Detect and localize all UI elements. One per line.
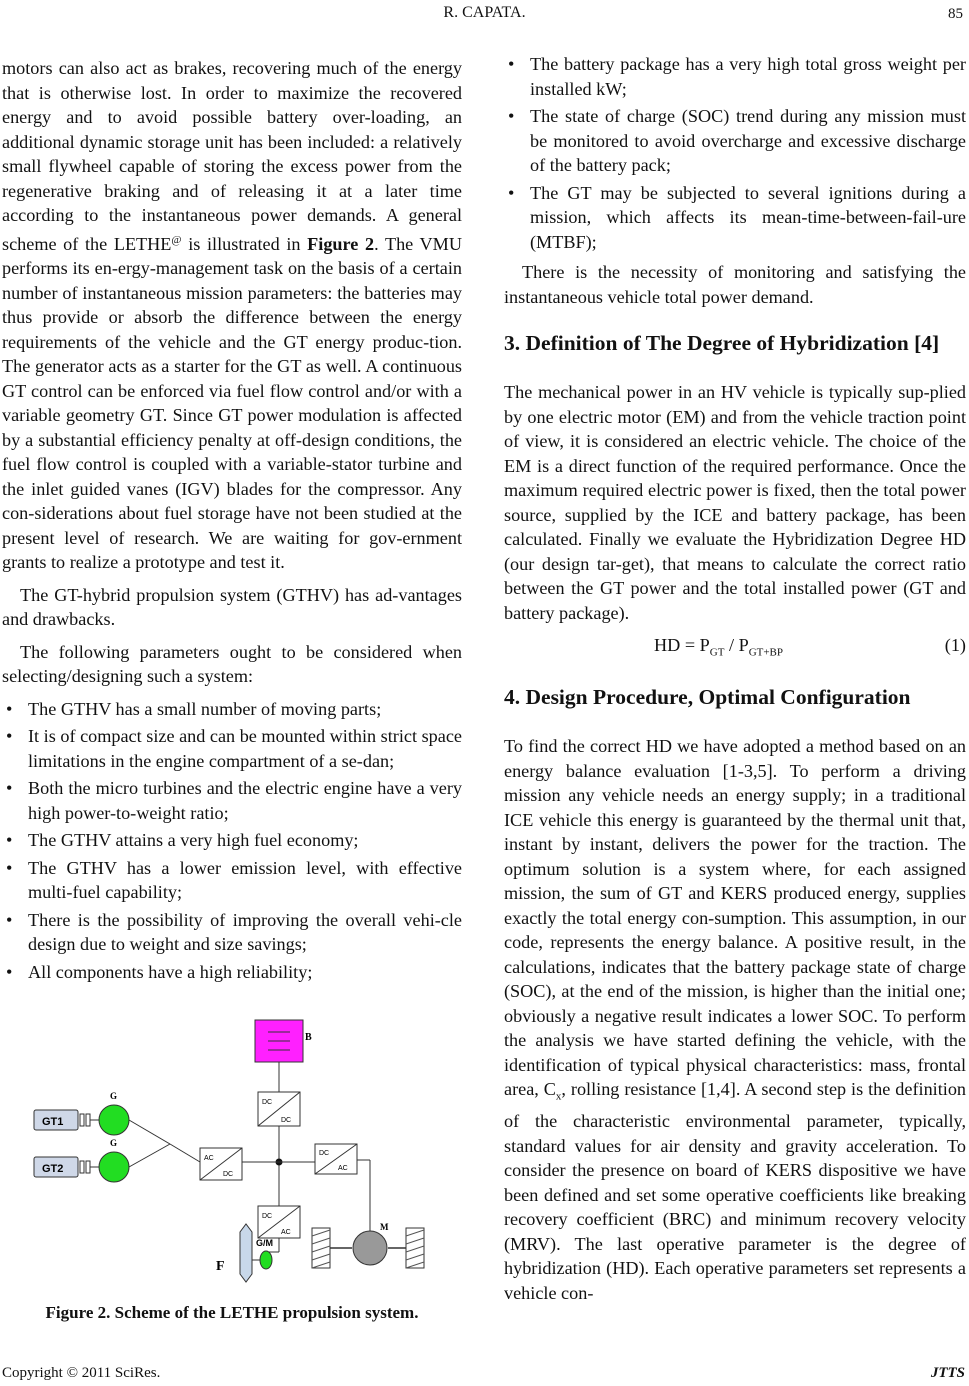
generator-1 [99,1105,129,1135]
svg-text:AC: AC [281,1229,291,1236]
paragraph: The GT-hybrid propulsion system (GTHV) has ad-vantages and drawbacks. [2,584,462,630]
svg-text:DC: DC [262,1213,273,1220]
svg-text:G/M: G/M [256,1238,273,1248]
equation-number: (1) [944,635,966,655]
svg-text:AC: AC [204,1155,214,1162]
paragraph: The mechanical power in an HV vehicle is typically sup-plied by one electric motor (EM) and from the vehicle traction point of view, it is considered an electric vehicle. The choice of the EM is a direct function of the required performance. Once the maximum required electric power is fixed, then the total power source, supplied by the ICE and battery package, has been calculated. Finally we evaluate the Hybridization Degree HD (our design tar-get), that means to calculate the correct ratio between the GT power and the total installed power (GT and battery package). [504,382,966,623]
svg-text:GT1: GT1 [42,1116,64,1128]
bullet-list [2,697,462,985]
svg-text:G: G [110,1091,118,1101]
journal-footer: JTTS [930,1365,965,1381]
list-item: • Both the micro turbines and the electric engine have a very high power-to-weight ratio; [2,776,462,825]
svg-text:AC: AC [338,1165,348,1172]
right-column [504,52,966,1313]
list-item: • All components have a high reliability; [2,960,462,985]
bullet-list [504,52,966,254]
paragraph: motors can also act as brakes, recovering much of the energy that is otherwise lost. In order to maximize the recovered energy and to avoid possible battery over-loading, an additional dynamic storage unit has been included: a relatively small flywheel capable of storing the excess power from the regenerative braking and of releasing it at a later time according to the instantaneous power demands. A general scheme of the LETHE@ is illustrated in Figure 2. The VMU performs its en-ergy-management task on the basis of a certain number of instantaneous mission parameters: the batteries may thus provide or absorb the difference between the energy requirements of the vehicle and the GT energy produc-tion. The generator acts as a starter for the GT as well. A continuous GT control can be enforced via fuel flow control and/or with a variable geometry GT. Since GT power modulation is affected by a substantial efficiency penalty at off-design conditions, the fuel flow control is coupled with a variable-stator turbine and the inlet guided vanes (IGV) blades for the compressor. Any con-siderations about fuel storage have not been studied at the present level of research. We are waiting for gov-ernment grants to realize a prototype and test it. [2,58,462,573]
svg-text:DC: DC [262,1099,273,1106]
svg-text:DC: DC [281,1117,292,1124]
wheel-left [312,1228,330,1268]
section-heading: 3. Definition of The Degree of Hybridization [4] [504,331,940,355]
battery-label: B [305,1032,312,1043]
generator-2 [99,1152,129,1182]
section-heading: 4. Design Procedure, Optimal Configuration [504,685,911,710]
svg-text:F: F [216,1259,225,1274]
list-item: • The state of charge (SOC) trend during any mission must be monitored to avoid overcharge and excessive discharge of the battery pack; [504,104,966,178]
list-item: • The GTHV has a small number of moving parts; [2,697,462,722]
left-column [2,56,462,990]
propulsion-scheme-diagram [30,1010,440,1290]
svg-text:G: G [110,1138,118,1148]
svg-text:DC: DC [223,1171,234,1178]
figure-reference[interactable]: Figure 2 [307,233,375,254]
page-number: 85 [948,6,963,22]
paragraph: There is the necessity of monitoring and satisfying the instantaneous vehicle total power demand. [504,262,966,307]
paragraph: The following parameters ought to be considered when selecting/designing such a system: [2,641,462,687]
svg-text:M: M [380,1222,389,1232]
copyright-footer: Copyright © 2011 SciRes. [2,1365,161,1381]
running-header: R. CAPATA. [443,4,526,21]
list-item: • It is of compact size and can be mounted within strict space limitations in the engine compartment of a se-dan; [2,724,462,773]
electric-motor [353,1231,387,1265]
list-item: • The GTHV has a lower emission level, with effective multi-fuel capability; [2,856,462,905]
list-item: • The GTHV attains a very high fuel economy; [2,828,462,853]
wheel-right [406,1228,424,1268]
figure-caption: Figure 2. Scheme of the LETHE propulsion system. [45,1303,419,1322]
flywheel [240,1224,252,1282]
list-item: • There is the possibility of improving the overall vehi-cle design due to weight and size savings; [2,908,462,957]
svg-text:DC: DC [319,1150,330,1157]
generator-motor [260,1251,272,1269]
equation: HD = $P_{GT} / P_{GT+BP}$ (1) [504,633,966,665]
list-item: • The GT may be subjected to several ignitions during a mission, which affects its mean-time-between-fail-ure (MTBF); [504,181,966,255]
list-item: • The battery package has a very high total gross weight per installed kW; [504,52,966,101]
paragraph: To find the correct HD we have adopted a method based on an energy balance evaluation [1-3,5]. To perform a driving mission any vehicle needs an energy supply; in a traditional ICE vehicle this energy is guaranteed by the thermal unit that, instant by instant, delivers the power for the traction. The optimum solution is a system where, for each assigned mission, the sum of GT and KERS produced energy, supplies exactly the total energy con-sumption. This assumption, in our code, represents the energy balance. A positive result, in the calculations, indicates that the battery package state of charge (SOC), at the end of the mission, is higher than the initial one; obviously a negative result indicates a lower SOC. To perform the analysis we have started defining the vehicle, with the identification of typical physical characteristics: mass, frontal area, $C_x$, rolling resistance [1,4]. A second step is the definition of the characteristic environmental parameter, typically, standard values for air density and gravity acceleration. To consider the presence on board of KERS dispositive we have been defined and set some operative coefficients like breaking recovery coefficient (BRC) and minimum recovery velocity (MRV). The last operative parameter is the degree of hybridization (HD). Each operative parameters set represents a vehicle con- [504,736,967,1303]
svg-text:GT2: GT2 [42,1163,64,1175]
